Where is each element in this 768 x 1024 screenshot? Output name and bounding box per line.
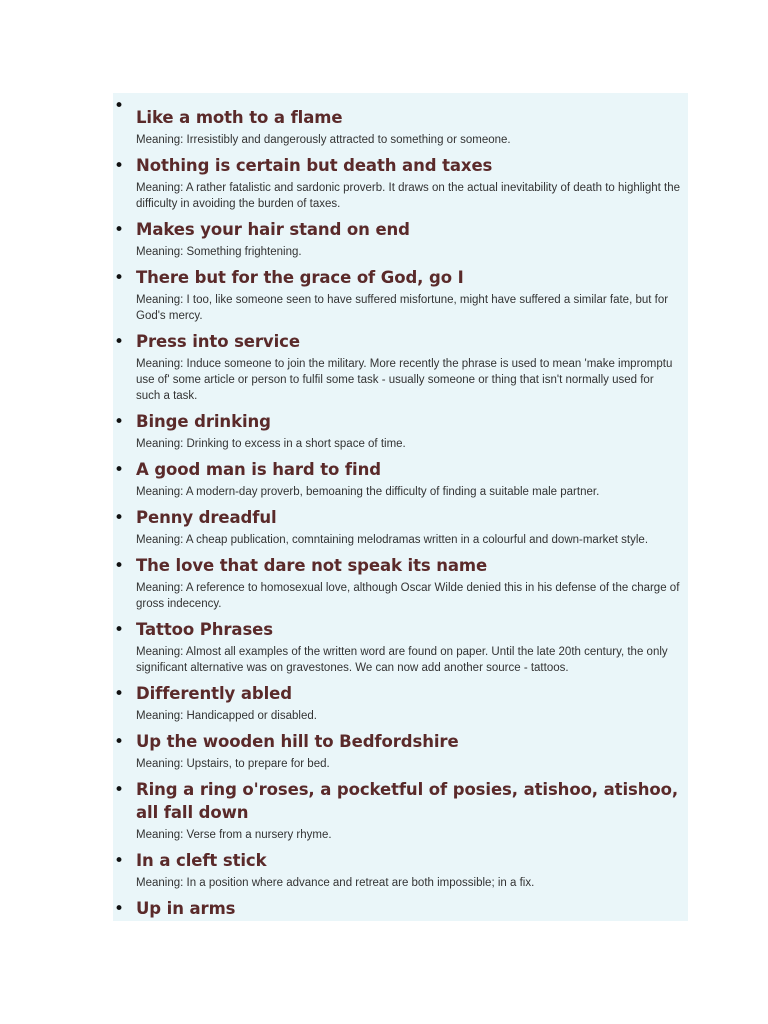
bullet-icon: • — [114, 332, 125, 352]
phrase-meaning: Meaning: Verse from a nursery rhyme. — [136, 829, 332, 841]
bullet-icon: • — [114, 732, 125, 752]
list-item — [113, 330, 688, 410]
phrase-meaning: Meaning: A cheap publication, comntaining melodramas written in a colourful and down-market style. — [136, 534, 649, 546]
bullet-icon: • — [114, 508, 125, 528]
bullet-icon: • — [114, 899, 125, 919]
list-item — [113, 506, 688, 554]
list-item — [113, 849, 688, 897]
phrase-meaning: Meaning: Upstairs, to prepare for bed. — [136, 758, 330, 770]
phrase-title: Up in arms — [136, 899, 236, 918]
bullet-icon: • — [114, 851, 125, 871]
list-item — [113, 458, 688, 506]
bullet-icon: • — [114, 620, 125, 640]
bullet-icon: • — [114, 460, 125, 480]
phrase-meaning: Meaning: In a position where advance and retreat are both impossible; in a fix. — [136, 877, 535, 889]
phrase-title: A good man is hard to find — [136, 460, 381, 479]
phrase-title: Nothing is certain but death and taxes — [136, 156, 493, 175]
phrase-meaning: Meaning: I too, like someone seen to have suffered misfortune, might have suffered a similar fate, but for God's mercy. — [136, 294, 669, 322]
list-item — [113, 682, 688, 730]
phrase-title: Like a moth to a flame — [136, 108, 343, 127]
phrase-title: Makes your hair stand on end — [136, 220, 410, 239]
bullet-icon: • — [114, 220, 125, 240]
phrase-meaning: Meaning: Induce someone to join the military. More recently the phrase is used to mean 'make impromptu use of' some article or person to fulfil some task - usually someone or thing that isn't normally used for such a task. — [136, 358, 673, 402]
bullet-icon: • — [114, 156, 125, 176]
bullet-icon: • — [114, 268, 125, 288]
phrase-meaning: Meaning: Almost all examples of the written word are found on paper. Until the late 20th century, the only significant alternative was on gravestones. We can now add another source - tattoos. — [136, 646, 668, 674]
bullet-icon: • — [114, 780, 125, 800]
list-item — [113, 266, 688, 330]
list-item — [113, 897, 688, 920]
bullet-icon: • — [114, 96, 125, 116]
phrase-list — [113, 94, 688, 920]
phrase-meaning: Meaning: Handicapped or disabled. — [136, 710, 317, 722]
list-item — [113, 218, 688, 266]
phrase-title: There but for the grace of God, go I — [136, 268, 464, 287]
phrase-meaning: Meaning: Drinking to excess in a short space of time. — [136, 438, 406, 450]
phrase-title: Differently abled — [136, 684, 292, 703]
phrase-meaning: Meaning: Something frightening. — [136, 246, 302, 258]
bullet-icon: • — [114, 412, 125, 432]
bullet-icon: • — [114, 684, 125, 704]
list-item — [113, 730, 688, 778]
list-item — [113, 154, 688, 218]
bullet-icon: • — [114, 556, 125, 576]
phrase-title: Tattoo Phrases — [136, 620, 273, 639]
list-item — [113, 554, 688, 618]
list-item — [113, 94, 688, 154]
phrase-title: In a cleft stick — [136, 851, 267, 870]
list-item — [113, 410, 688, 458]
phrase-title: The love that dare not speak its name — [136, 556, 488, 575]
phrase-meaning: Meaning: A rather fatalistic and sardonic proverb. It draws on the actual inevitability of death to highlight the difficulty in avoiding the burden of taxes. — [136, 182, 681, 210]
list-item — [113, 778, 688, 849]
phrase-title: Penny dreadful — [136, 508, 277, 527]
phrase-meaning: Meaning: A reference to homosexual love, although Oscar Wilde denied this in his defense of the charge of gross indecency. — [136, 582, 680, 610]
phrase-title: Ring a ring o'roses, a pocketful of posies, atishoo, atishoo, all fall down — [136, 780, 679, 822]
list-item — [113, 618, 688, 682]
phrase-meaning: Meaning: A modern-day proverb, bemoaning the difficulty of finding a suitable male partner. — [136, 486, 600, 498]
phrase-title: Press into service — [136, 332, 300, 351]
phrase-meaning: Meaning: Irresistibly and dangerously attracted to something or someone. — [136, 134, 511, 146]
phrase-title: Up the wooden hill to Bedfordshire — [136, 732, 459, 751]
phrase-title: Binge drinking — [136, 412, 271, 431]
